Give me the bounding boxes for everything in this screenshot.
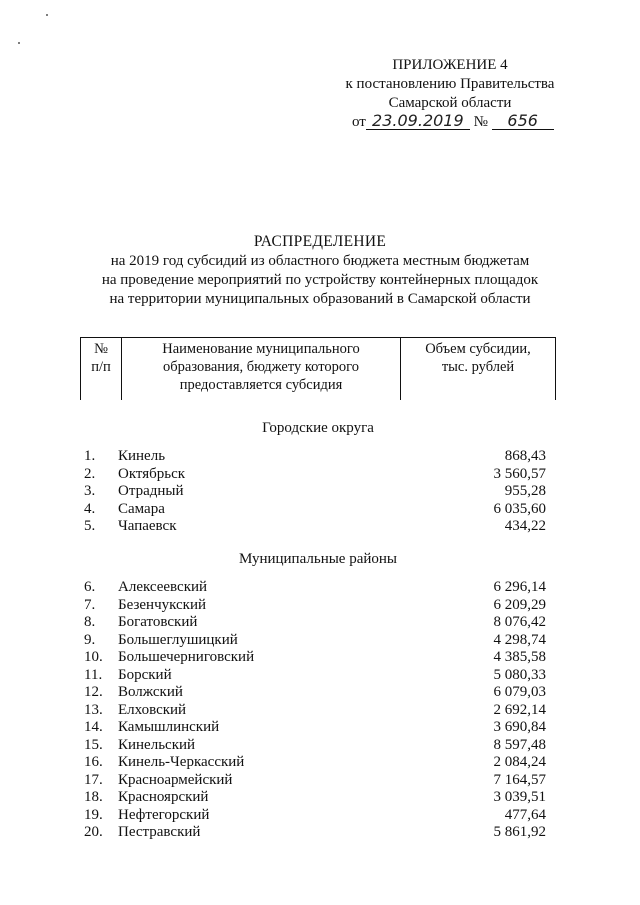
document-title: РАСПРЕДЕЛЕНИЕ <box>253 233 387 250</box>
list-item <box>84 823 546 841</box>
from-label: от <box>352 114 366 130</box>
section-title-city-districts: Городские округа <box>262 420 374 436</box>
header-name-line: предоставляется субсидия <box>179 377 343 393</box>
document-title-block <box>60 232 580 309</box>
row-number: 10. <box>84 649 103 665</box>
list-item <box>84 753 546 771</box>
row-value: 6 035,60 <box>493 500 546 517</box>
row-number: 6. <box>84 579 96 595</box>
list-item <box>84 806 546 824</box>
row-number: 15. <box>84 736 103 753</box>
handwritten-date: 23.09.2019 <box>366 113 470 130</box>
subtitle-line: на 2019 год субсидий из областного бюджета местным бюджетам <box>110 253 530 269</box>
row-value: 6 079,03 <box>493 684 546 700</box>
row-value: 5 080,33 <box>493 666 546 683</box>
header-amount-line: Объем субсидии, <box>425 341 531 357</box>
row-name: Пестравский <box>118 824 201 840</box>
row-name: Безенчукский <box>118 596 207 613</box>
row-name: Камышлинский <box>118 719 220 735</box>
header-cell-number <box>81 338 122 401</box>
row-value: 477,64 <box>504 806 546 823</box>
annex-line-2: Самарской области <box>388 95 512 111</box>
handwritten-number: 656 <box>492 113 554 130</box>
annex-line-1: к постановлению Правительства <box>345 76 555 92</box>
header-number-line: № <box>94 341 108 357</box>
list-item <box>84 666 546 684</box>
row-name: Красноярский <box>118 789 209 805</box>
row-number: 17. <box>84 771 103 788</box>
row-number: 12. <box>84 684 103 700</box>
row-number: 5. <box>84 518 96 534</box>
list-item <box>84 771 546 789</box>
table-header <box>80 337 556 400</box>
row-name: Отрадный <box>118 483 184 499</box>
list-item <box>84 517 546 535</box>
row-value: 955,28 <box>504 483 546 499</box>
list-item <box>84 736 546 754</box>
number-label: № <box>473 114 488 130</box>
subtitle-line: на территории муниципальных образований в Самарской области <box>109 291 531 307</box>
row-name: Борский <box>118 666 172 683</box>
scan-speck <box>18 42 20 44</box>
list-item <box>84 465 546 483</box>
row-number: 7. <box>84 596 96 613</box>
subtitle-line: на проведение мероприятий по устройству контейнерных площадок <box>101 272 539 288</box>
list-item <box>84 683 546 701</box>
row-value: 2 692,14 <box>493 701 546 718</box>
row-number: 16. <box>84 754 103 770</box>
row-number: 8. <box>84 614 96 630</box>
row-number: 9. <box>84 631 96 648</box>
header-number-line: п/п <box>91 359 111 375</box>
list-item <box>84 578 546 596</box>
header-name-line: образования, бюджету которого <box>163 359 359 375</box>
row-value: 3 039,51 <box>493 789 546 805</box>
row-value: 6 209,29 <box>493 596 546 613</box>
row-number: 18. <box>84 789 103 805</box>
row-name: Алексеевский <box>118 579 208 595</box>
annex-header <box>330 56 570 132</box>
row-name: Волжский <box>118 684 183 700</box>
annex-title: ПРИЛОЖЕНИЕ 4 <box>392 57 508 73</box>
list-item <box>84 613 546 631</box>
list-item <box>84 648 546 666</box>
scan-speck <box>46 14 48 16</box>
row-name: Самара <box>118 500 165 517</box>
row-value: 434,22 <box>504 518 546 534</box>
row-value: 868,43 <box>504 448 546 464</box>
header-cell-amount <box>401 338 556 401</box>
row-number: 1. <box>84 448 96 464</box>
list-item <box>84 447 546 465</box>
list-item <box>84 500 546 518</box>
list-item <box>84 701 546 719</box>
row-number: 13. <box>84 701 103 718</box>
list-item <box>84 482 546 500</box>
list-item <box>84 788 546 806</box>
row-name: Кинельский <box>118 736 196 753</box>
row-name: Красноармейский <box>118 771 233 788</box>
row-name: Елховский <box>118 701 187 718</box>
row-name: Богатовский <box>118 614 198 630</box>
row-value: 7 164,57 <box>493 771 546 788</box>
header-cell-name <box>122 338 401 401</box>
row-name: Кинель-Черкасский <box>118 754 245 770</box>
row-name: Октябрьск <box>118 465 186 482</box>
row-number: 2. <box>84 465 96 482</box>
row-name: Большечерниговский <box>118 649 255 665</box>
row-number: 14. <box>84 719 103 735</box>
row-number: 19. <box>84 806 103 823</box>
row-value: 5 861,92 <box>493 824 546 840</box>
row-name: Большеглушицкий <box>118 631 238 648</box>
row-number: 3. <box>84 483 96 499</box>
header-name-line: Наименование муниципального <box>162 341 360 357</box>
row-value: 4 298,74 <box>493 631 546 648</box>
list-item <box>84 718 546 736</box>
header-amount-line: тыс. рублей <box>441 359 515 375</box>
row-number: 4. <box>84 500 96 517</box>
row-number: 20. <box>84 824 103 840</box>
row-name: Кинель <box>118 448 166 464</box>
row-value: 3 560,57 <box>493 465 546 482</box>
row-name: Чапаевск <box>118 518 177 534</box>
annex-date-number-line <box>352 113 570 132</box>
row-number: 11. <box>84 666 103 683</box>
list-item <box>84 596 546 614</box>
row-value: 3 690,84 <box>493 719 546 735</box>
list-item <box>84 631 546 649</box>
row-value: 2 084,24 <box>493 754 546 770</box>
row-name: Нефтегорский <box>118 806 210 823</box>
row-value: 6 296,14 <box>493 579 546 595</box>
row-value: 8 597,48 <box>493 736 546 753</box>
row-value: 8 076,42 <box>493 614 546 630</box>
row-value: 4 385,58 <box>493 649 546 665</box>
section-title-municipal-districts: Муниципальные районы <box>238 551 398 567</box>
